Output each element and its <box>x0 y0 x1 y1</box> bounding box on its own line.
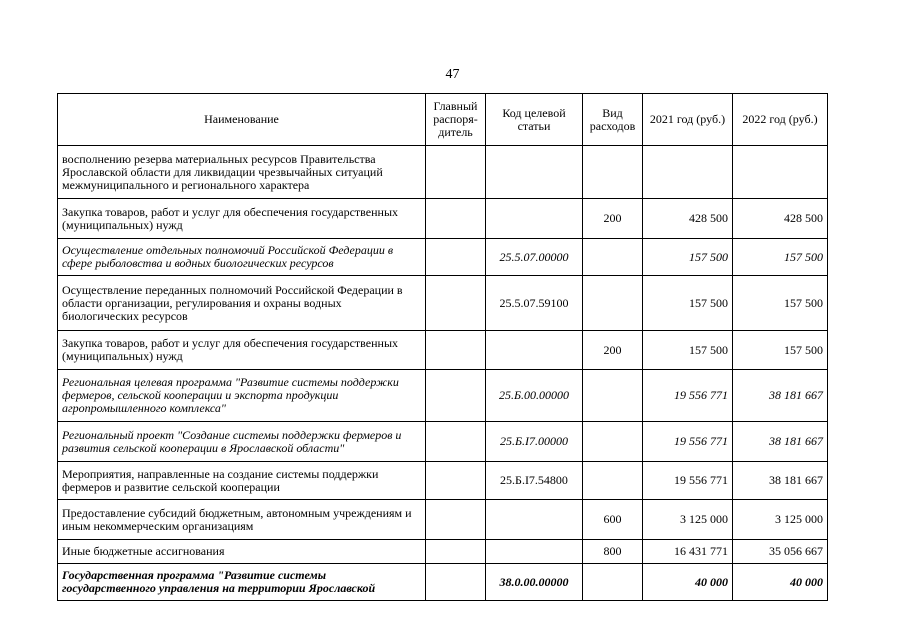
row-glavny <box>426 540 486 564</box>
row-vid <box>583 462 643 500</box>
row-code: 38.0.00.00000 <box>486 564 583 601</box>
row-vid: 600 <box>583 500 643 540</box>
row-2022: 3 125 000 <box>733 500 828 540</box>
row-code: 25.Б.I7.00000 <box>486 422 583 462</box>
row-vid <box>583 564 643 601</box>
row-vid: 200 <box>583 199 643 239</box>
row-name: Региональная целевая программа "Развитие системы поддержки фермеров, сельской кооперации и экспорта продукции агропромышленного комплекса" <box>58 370 426 422</box>
row-2022: 38 181 667 <box>733 422 828 462</box>
row-2021: 428 500 <box>643 199 733 239</box>
table-row <box>58 239 828 276</box>
row-name: восполнению резерва материальных ресурсов Правительства Ярославской области для ликвидации чрезвычайных ситуаций межмуниципального и регионального характера <box>58 146 426 199</box>
row-2021: 157 500 <box>643 239 733 276</box>
header-code: Код целевой статьи <box>486 94 583 146</box>
table-row <box>58 540 828 564</box>
header-glavny: Главный распоря-дитель <box>426 94 486 146</box>
row-vid: 800 <box>583 540 643 564</box>
table-row <box>58 564 828 601</box>
row-name: Региональный проект "Создание системы поддержки фермеров и развития сельской кооперации в Ярославской области" <box>58 422 426 462</box>
row-2021: 157 500 <box>643 276 733 331</box>
row-2022: 40 000 <box>733 564 828 601</box>
row-glavny <box>426 462 486 500</box>
row-name: Мероприятия, направленные на создание системы поддержки фермеров и развитие сельской кооперации <box>58 462 426 500</box>
header-name: Наименование <box>58 94 426 146</box>
row-glavny <box>426 239 486 276</box>
header-2021: 2021 год (руб.) <box>643 94 733 146</box>
table-row <box>58 146 828 199</box>
row-glavny <box>426 146 486 199</box>
row-2022: 35 056 667 <box>733 540 828 564</box>
row-glavny <box>426 199 486 239</box>
row-2021: 3 125 000 <box>643 500 733 540</box>
row-2022: 157 500 <box>733 239 828 276</box>
row-glavny <box>426 276 486 331</box>
row-code <box>486 331 583 370</box>
row-vid <box>583 239 643 276</box>
row-vid <box>583 370 643 422</box>
table-row <box>58 331 828 370</box>
row-name: Иные бюджетные ассигнования <box>58 540 426 564</box>
table-row <box>58 276 828 331</box>
row-name: Закупка товаров, работ и услуг для обеспечения государственных (муниципальных) нужд <box>58 199 426 239</box>
table-header-row <box>58 94 828 146</box>
row-code <box>486 146 583 199</box>
row-name: Государственная программа "Развитие системы государственного управления на территории Ярославской <box>58 564 426 601</box>
row-2022: 38 181 667 <box>733 370 828 422</box>
row-glavny <box>426 422 486 462</box>
row-code: 25.5.07.59100 <box>486 276 583 331</box>
table-row <box>58 500 828 540</box>
row-name: Осуществление переданных полномочий Российской Федерации в области организации, регулирования и охраны водных биологических ресурсов <box>58 276 426 331</box>
header-2022: 2022 год (руб.) <box>733 94 828 146</box>
row-2022 <box>733 146 828 199</box>
row-vid: 200 <box>583 331 643 370</box>
table-row <box>58 199 828 239</box>
row-vid <box>583 422 643 462</box>
row-2021 <box>643 146 733 199</box>
header-vid: Вид расходов <box>583 94 643 146</box>
row-glavny <box>426 564 486 601</box>
row-2021: 16 431 771 <box>643 540 733 564</box>
row-code <box>486 500 583 540</box>
row-2021: 157 500 <box>643 331 733 370</box>
row-code: 25.5.07.00000 <box>486 239 583 276</box>
row-code <box>486 540 583 564</box>
row-code: 25.Б.I7.54800 <box>486 462 583 500</box>
row-vid <box>583 276 643 331</box>
row-glavny <box>426 370 486 422</box>
row-2021: 19 556 771 <box>643 370 733 422</box>
row-name: Предоставление субсидий бюджетным, автономным учреждениям и иным некоммерческим организациям <box>58 500 426 540</box>
row-2022: 38 181 667 <box>733 462 828 500</box>
row-vid <box>583 146 643 199</box>
budget-table <box>57 93 828 601</box>
row-code <box>486 199 583 239</box>
row-glavny <box>426 500 486 540</box>
row-2022: 157 500 <box>733 276 828 331</box>
row-2021: 40 000 <box>643 564 733 601</box>
row-name: Осуществление отдельных полномочий Российской Федерации в сфере рыболовства и водных биологических ресурсов <box>58 239 426 276</box>
row-2021: 19 556 771 <box>643 462 733 500</box>
table-row <box>58 462 828 500</box>
table-row <box>58 370 828 422</box>
page-number: 47 <box>445 67 460 82</box>
row-2022: 157 500 <box>733 331 828 370</box>
row-name: Закупка товаров, работ и услуг для обеспечения государственных (муниципальных) нужд <box>58 331 426 370</box>
row-2021: 19 556 771 <box>643 422 733 462</box>
row-code: 25.Б.00.00000 <box>486 370 583 422</box>
row-glavny <box>426 331 486 370</box>
table-row <box>58 422 828 462</box>
row-2022: 428 500 <box>733 199 828 239</box>
